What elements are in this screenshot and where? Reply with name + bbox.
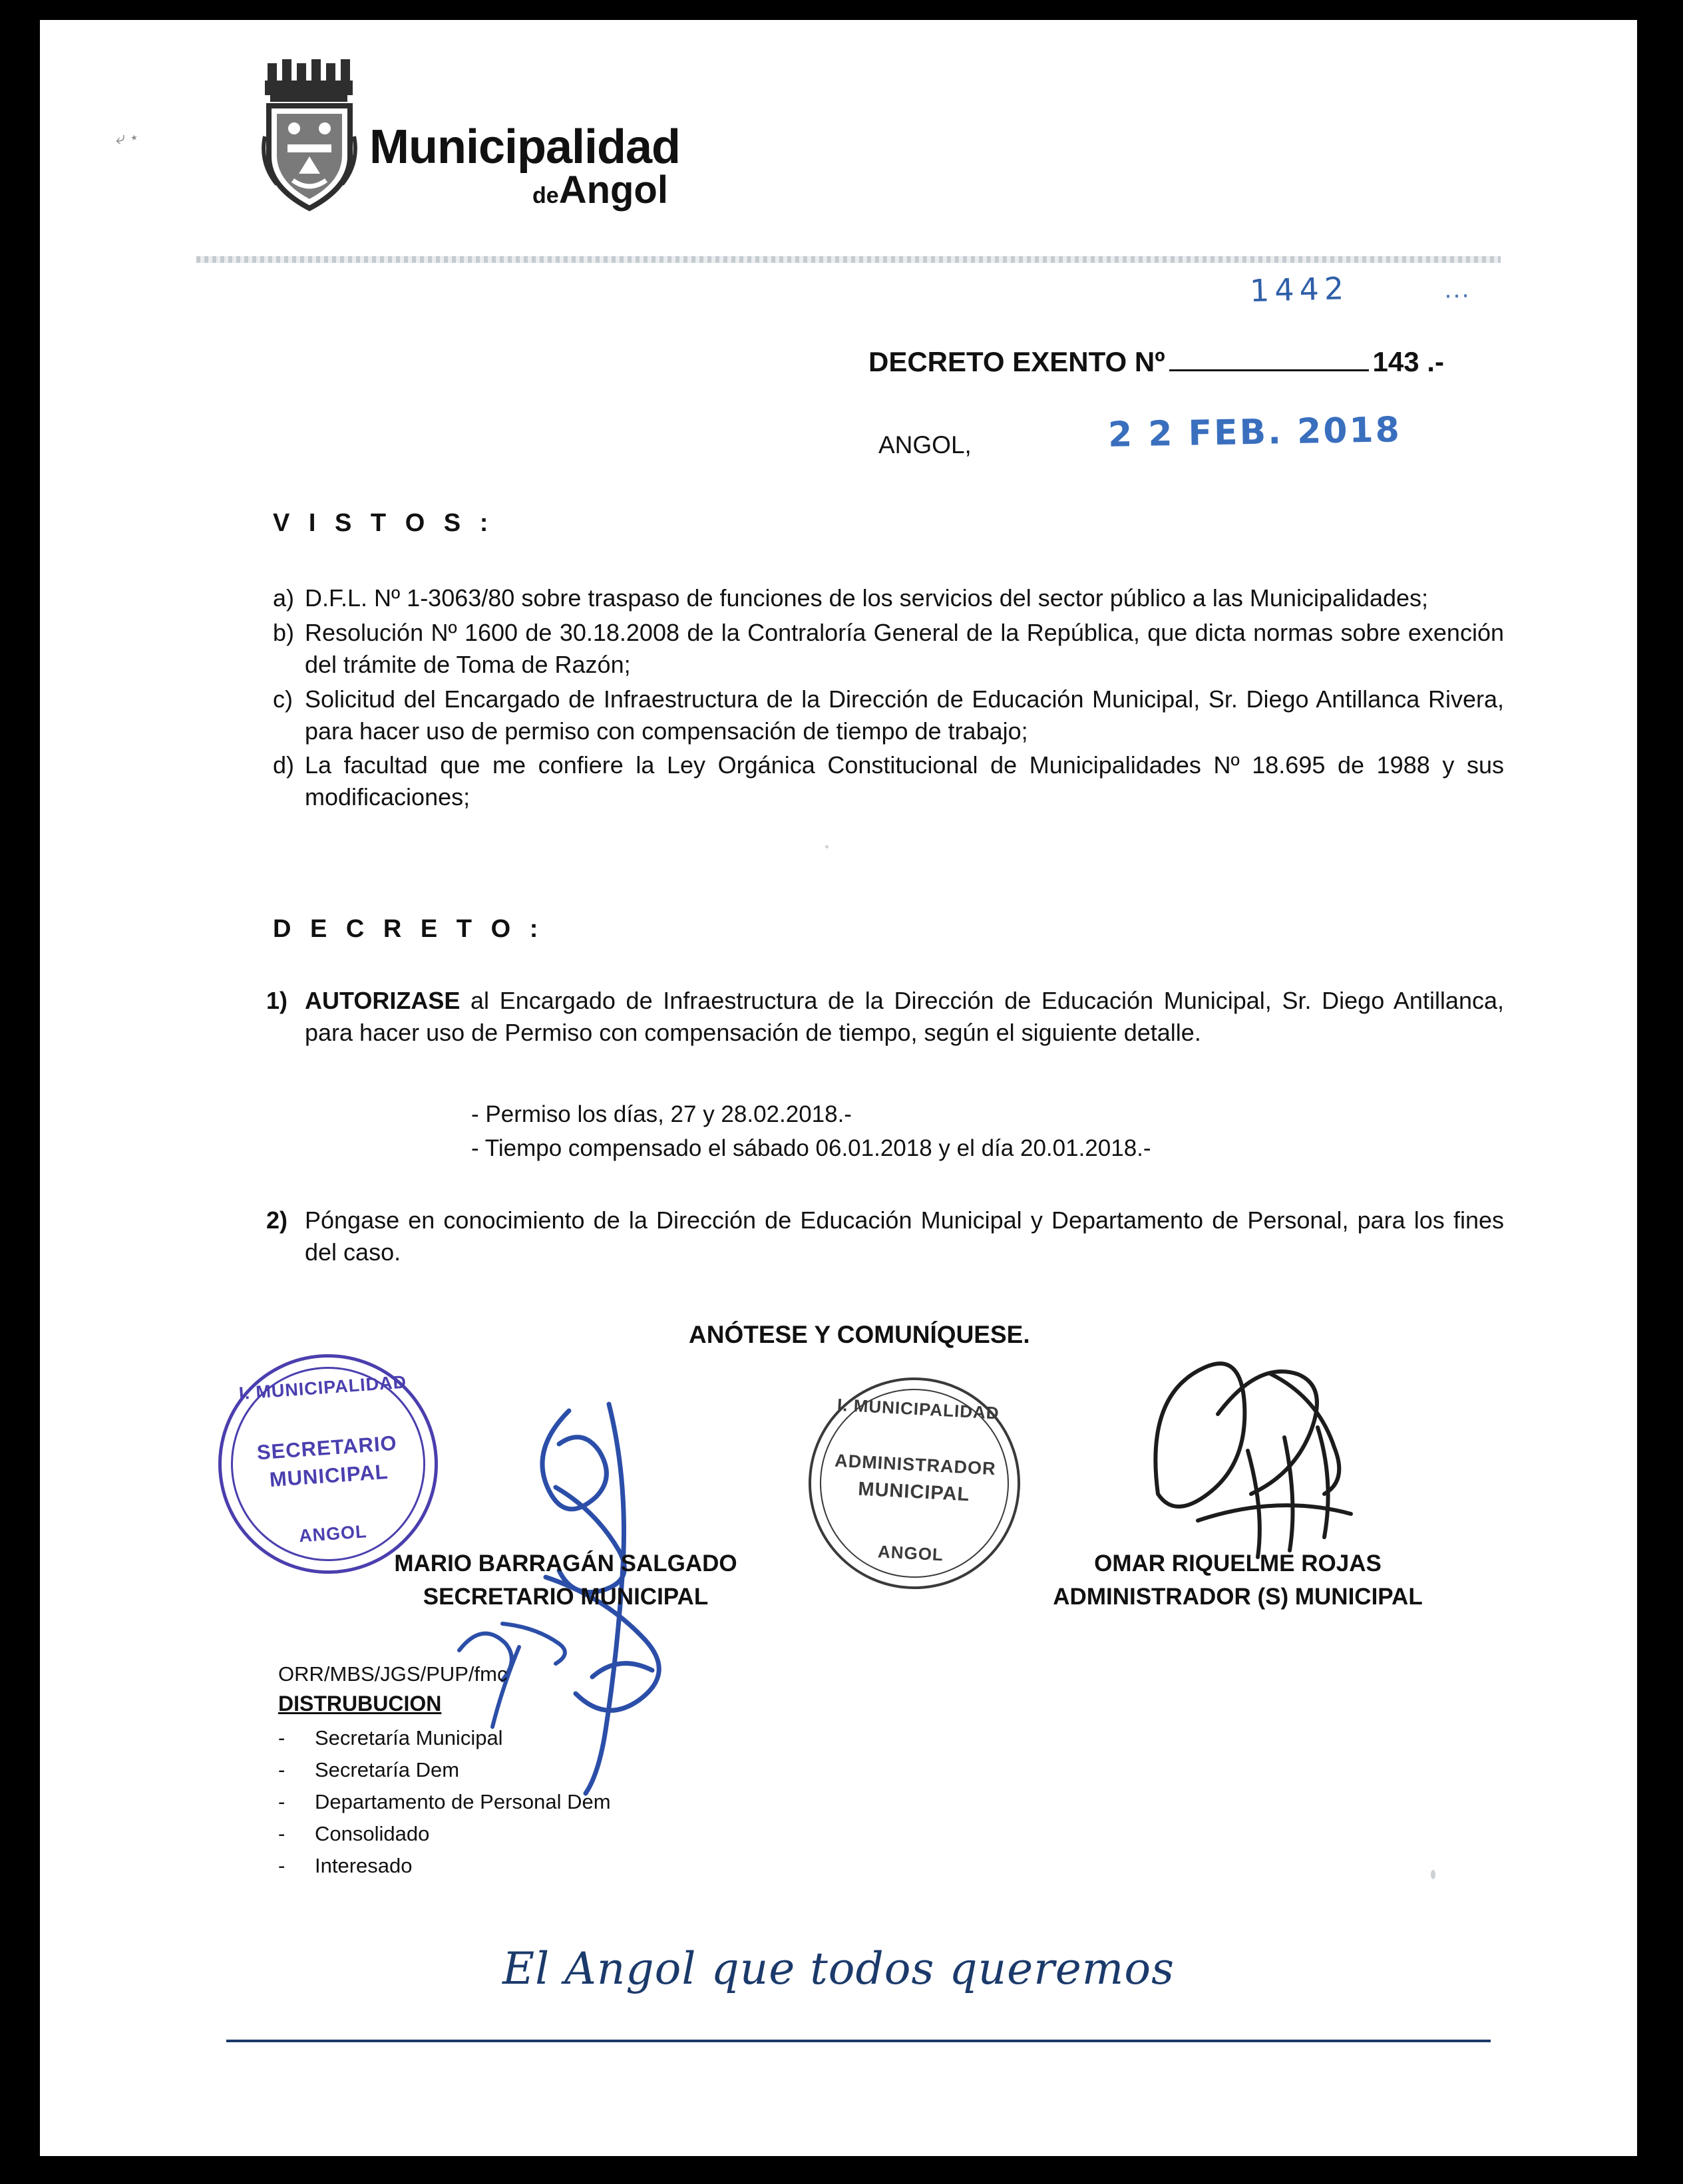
distribution-list xyxy=(278,1722,611,1882)
list-item xyxy=(273,617,1504,681)
stamp-line-4: ANGOL xyxy=(877,1541,944,1565)
stamp-line-2: SECRETARIO xyxy=(256,1431,398,1465)
list-item-marker: 2) xyxy=(266,1206,288,1234)
document-header xyxy=(40,20,1637,260)
distribution-heading: DISTRUBUCION xyxy=(278,1692,442,1716)
permit-detail-lines xyxy=(471,1098,1151,1166)
list-item xyxy=(273,749,1504,813)
list-item-marker: - xyxy=(278,1822,285,1846)
signature-left-title: SECRETARIO MUNICIPAL xyxy=(423,1584,709,1610)
folio-number-stamp-tail: ... xyxy=(1443,273,1471,304)
list-item xyxy=(278,1754,611,1786)
signature-right-name: OMAR RIQUELME ROJAS xyxy=(1094,1550,1382,1576)
brand-subtitle xyxy=(532,168,668,212)
list-item-marker: a) xyxy=(273,584,295,612)
list-item xyxy=(278,1818,611,1850)
administrador-municipal-stamp xyxy=(803,1372,1026,1594)
decree-number-blank xyxy=(1169,369,1369,371)
scan-speck xyxy=(1431,1870,1435,1879)
stamp-line-3: MUNICIPAL xyxy=(857,1478,971,1506)
list-item xyxy=(273,683,1504,747)
stamp-line-1: I. MUNICIPALIDAD xyxy=(238,1371,407,1404)
list-item-marker: b) xyxy=(273,618,295,646)
stamp-line-2: ADMINISTRADOR xyxy=(834,1450,997,1479)
decreto-heading: D E C R E T O : xyxy=(273,915,544,943)
list-item-text: Resolución Nº 1600 de 30.18.2008 de la Contraloría General de la República, que dicta normas sobre exención del trámite de Toma de Razón; xyxy=(305,618,1504,678)
list-item-text: La facultad que me confiere la Ley Orgánica Constitucional de Municipalidades Nº 18.695 de 1988 y sus modificaciones; xyxy=(305,751,1504,811)
decree-title-line xyxy=(868,346,1444,378)
signature-right-title: ADMINISTRADOR (S) MUNICIPAL xyxy=(1053,1584,1423,1610)
signature-left-name: MARIO BARRAGÁN SALGADO xyxy=(394,1550,737,1576)
vistos-heading: V I S T O S : xyxy=(273,509,494,537)
list-item-text: Solicitud del Encargado de Infraestructura de la Dirección de Educación Municipal, Sr. Diego Antillanca Rivera, para hacer uso de permiso con compensación de tiempo de trabajo; xyxy=(305,685,1504,745)
list-item-text: D.F.L. Nº 1-3063/80 sobre traspaso de funciones de los servicios del sector público a las Municipalidades; xyxy=(305,584,1429,612)
secretario-municipal-stamp xyxy=(211,1347,445,1581)
list-item-marker: - xyxy=(278,1758,285,1782)
list-item xyxy=(278,1850,611,1882)
date-stamp: 2 2 FEB. 2018 xyxy=(1107,410,1402,455)
list-item-text: Secretaría Dem xyxy=(315,1758,460,1782)
list-item xyxy=(266,1204,1504,1268)
list-item-marker: 1) xyxy=(266,987,288,1014)
decreto-list-second xyxy=(266,1204,1504,1286)
scan-smudge: ⤶ ⋆ xyxy=(114,125,140,149)
list-item xyxy=(266,985,1504,1049)
brand-de: de xyxy=(532,183,559,208)
coat-of-arms-icon xyxy=(253,57,373,223)
list-item-marker: - xyxy=(278,1854,285,1878)
list-item-text: Póngase en conocimiento de la Dirección de Educación Municipal y Departamento de Personal, para los fines del caso. xyxy=(305,1206,1504,1266)
list-item-lead: AUTORIZASE xyxy=(305,987,461,1014)
list-item-text: Departamento de Personal Dem xyxy=(315,1790,611,1814)
folio-number-stamp: 1442 xyxy=(1249,270,1350,309)
decreto-list xyxy=(266,985,1504,1066)
stamp-line-3: MUNICIPAL xyxy=(268,1459,389,1492)
list-item-marker: - xyxy=(278,1790,285,1814)
detail-line: - Tiempo compensado el sábado 06.01.2018 y el día 20.01.2018.- xyxy=(471,1135,1151,1161)
list-item xyxy=(273,582,1504,614)
vistos-list xyxy=(273,582,1504,816)
list-item xyxy=(278,1786,611,1818)
decree-label: DECRETO EXENTO Nº xyxy=(868,346,1165,377)
list-item-text xyxy=(305,985,1504,1049)
list-item-body: al Encargado de Infraestructura de la Dirección de Educación Municipal, Sr. Diego Antillanca, para hacer uso de Permiso con compensación de tiempo, según el siguiente detalle. xyxy=(305,987,1504,1046)
city-label: ANGOL, xyxy=(878,431,972,458)
stamp-line-1: I. MUNICIPALIDAD xyxy=(837,1394,1000,1423)
decree-number: 143 .- xyxy=(1372,346,1444,377)
brand-city: Angol xyxy=(558,168,668,212)
stamp-line-4: ANGOL xyxy=(298,1521,368,1547)
list-item-text: Interesado xyxy=(315,1854,413,1878)
list-item-marker: d) xyxy=(273,751,295,779)
document-page xyxy=(40,20,1637,2156)
footer-divider xyxy=(226,2040,1491,2042)
footer-slogan: El Angol que todos queremos xyxy=(502,1943,1175,1994)
scan-speck xyxy=(825,845,829,848)
list-item-marker: - xyxy=(278,1726,285,1749)
list-item-text: Consolidado xyxy=(315,1822,430,1846)
anotese-line: ANÓTESE Y COMUNÍQUESE. xyxy=(689,1321,1030,1348)
list-item-marker: c) xyxy=(273,685,293,713)
brand-title: Municipalidad xyxy=(369,120,681,174)
initials-codes: ORR/MBS/JGS/PUP/fmc xyxy=(278,1662,508,1686)
list-item-text: Secretaría Municipal xyxy=(315,1726,503,1749)
detail-line: - Permiso los días, 27 y 28.02.2018.- xyxy=(471,1101,852,1127)
list-item xyxy=(278,1722,611,1754)
header-divider xyxy=(196,256,1501,263)
